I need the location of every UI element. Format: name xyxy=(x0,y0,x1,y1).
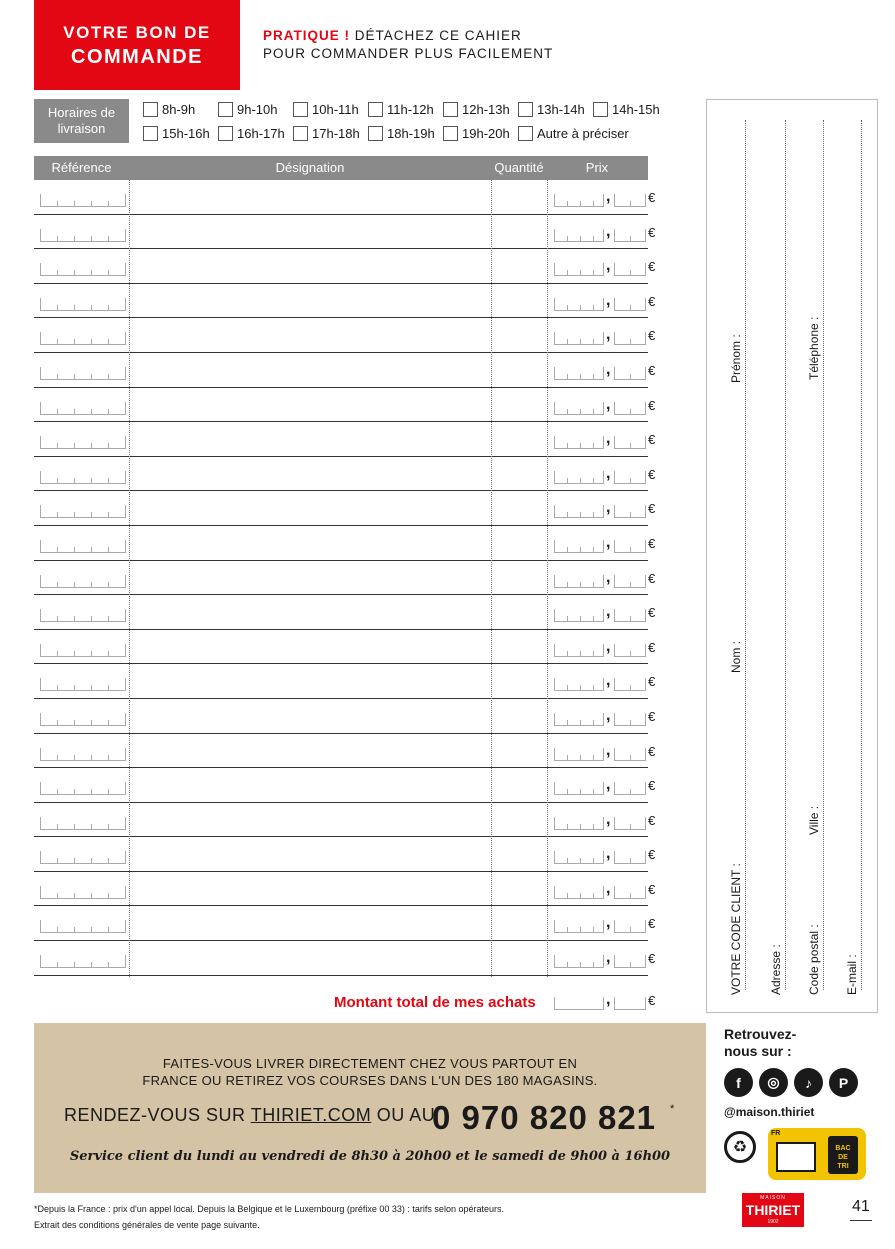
delivery-slot[interactable] xyxy=(443,125,518,141)
price-euros-field[interactable] xyxy=(554,194,604,207)
euro-sign: € xyxy=(648,570,656,586)
price-cents-field[interactable] xyxy=(614,194,646,207)
client-col-4 xyxy=(841,100,879,1014)
reference-field[interactable] xyxy=(40,575,126,588)
reference-field[interactable] xyxy=(40,748,126,761)
tagline-line-2: POUR COMMANDER PLUS FACILEMENT xyxy=(263,46,554,61)
telephone-label: Téléphone : xyxy=(807,316,821,380)
price-cents-field[interactable] xyxy=(614,436,646,449)
bac-label: BAC xyxy=(835,1145,851,1152)
price-euros-field[interactable] xyxy=(554,748,604,761)
social-block xyxy=(724,1026,874,1119)
social-handle[interactable]: @maison.thiriet xyxy=(724,1105,815,1119)
price-cents-field[interactable] xyxy=(614,367,646,380)
slot-label: 9h-10h xyxy=(237,101,278,117)
euro-sign: € xyxy=(648,951,656,967)
reference-field[interactable] xyxy=(40,644,126,657)
delivery-hours-grid xyxy=(143,101,668,141)
page-number: 41 xyxy=(852,1198,870,1215)
delivery-slot[interactable] xyxy=(143,101,218,117)
euro-sign: € xyxy=(648,847,656,863)
tagline-line-1: DÉTACHEZ CE CAHIER xyxy=(350,28,522,43)
tagline xyxy=(263,27,553,63)
promo-line-1: FAITES-VOUS LIVRER DIRECTEMENT CHEZ VOUS PARTOUT EN xyxy=(162,1056,578,1071)
price-euros-field[interactable] xyxy=(554,886,604,899)
delivery-slot[interactable] xyxy=(443,101,518,117)
col-designation: Désignation xyxy=(275,160,345,175)
reference-field[interactable] xyxy=(40,920,126,933)
price-euros-field[interactable] xyxy=(554,471,604,484)
euro-sign: € xyxy=(648,674,656,690)
reference-field[interactable] xyxy=(40,609,126,622)
price-comma: , xyxy=(606,430,611,448)
price-comma: , xyxy=(606,741,611,759)
total-label: Montant total de mes achats xyxy=(334,994,536,1011)
euro-sign: € xyxy=(648,190,656,205)
total-comma: , xyxy=(606,991,611,1008)
delivery-slot[interactable] xyxy=(293,125,368,141)
col-prix: Prix xyxy=(585,160,609,175)
social-title-1: Retrouvez- xyxy=(724,1026,797,1042)
price-euros-field[interactable] xyxy=(554,955,604,968)
euro-sign: € xyxy=(648,432,656,448)
price-cents-field[interactable] xyxy=(614,955,646,968)
tri-label: TRI xyxy=(837,1163,849,1170)
price-euros-field[interactable] xyxy=(554,678,604,691)
price-euros-field[interactable] xyxy=(554,367,604,380)
order-row xyxy=(34,353,656,388)
euro-sign: € xyxy=(648,293,656,309)
reference-field[interactable] xyxy=(40,540,126,553)
slot-label: 15h-16h xyxy=(162,125,210,141)
footnote-line-2: Extrait des conditions générales de vente page suivante. xyxy=(34,1220,260,1230)
reference-field[interactable] xyxy=(40,886,126,899)
brand-maison: MAISON xyxy=(760,1195,786,1201)
client-line-4[interactable] xyxy=(861,120,862,990)
total-euro-sign: € xyxy=(648,993,656,1008)
price-euros-field[interactable] xyxy=(554,436,604,449)
price-cents-field[interactable] xyxy=(614,644,646,657)
price-cents-field[interactable] xyxy=(614,609,646,622)
price-comma: , xyxy=(606,326,611,344)
brand-name: THIRIET xyxy=(745,1202,801,1218)
price-comma: , xyxy=(606,914,611,932)
column-divider xyxy=(491,180,492,977)
instagram-icon[interactable]: ◎ xyxy=(759,1068,788,1097)
order-row xyxy=(34,457,656,492)
price-cents-field[interactable] xyxy=(614,817,646,830)
reference-field[interactable] xyxy=(40,713,126,726)
price-comma: , xyxy=(606,949,611,967)
order-row xyxy=(34,664,656,699)
reference-field[interactable] xyxy=(40,263,126,276)
promo-line-2: FRANCE OU RETIREZ VOS COURSES DANS L'UN DES 180 MAGASINS. xyxy=(142,1073,598,1088)
price-comma: , xyxy=(606,603,611,621)
order-row xyxy=(34,595,656,630)
slot-label: 10h-11h xyxy=(312,101,359,117)
order-rows xyxy=(34,180,656,976)
delivery-slot[interactable] xyxy=(368,101,443,117)
code-postal-label: Code postal : xyxy=(807,924,821,995)
checkbox[interactable] xyxy=(218,102,233,117)
phone-footnote-mark: * xyxy=(670,1103,675,1115)
adresse-label: Adresse : xyxy=(769,944,783,995)
order-row xyxy=(34,388,656,423)
euro-sign: € xyxy=(648,743,656,759)
order-row xyxy=(34,180,656,215)
delivery-slot[interactable] xyxy=(518,101,593,117)
title-line-1: VOTRE BON DE xyxy=(63,23,211,42)
price-cents-field[interactable] xyxy=(614,332,646,345)
price-comma: , xyxy=(606,533,611,551)
pinterest-icon[interactable]: P xyxy=(829,1068,858,1097)
price-euros-field[interactable] xyxy=(554,609,604,622)
reference-field[interactable] xyxy=(40,678,126,691)
client-line-3[interactable] xyxy=(823,120,824,990)
delivery-slot[interactable] xyxy=(218,101,293,117)
client-line-2[interactable] xyxy=(785,120,786,990)
tagline-highlight: PRATIQUE ! xyxy=(263,28,350,43)
euro-sign: € xyxy=(648,259,656,275)
order-row xyxy=(34,284,656,319)
client-col-3 xyxy=(803,100,841,1014)
price-comma: , xyxy=(606,395,611,413)
checkbox[interactable] xyxy=(143,102,158,117)
col-quantite: Quantité xyxy=(494,160,544,175)
slot-label: 17h-18h xyxy=(312,125,360,141)
price-euros-field[interactable] xyxy=(554,263,604,276)
price-cents-field[interactable] xyxy=(614,782,646,795)
order-row xyxy=(34,941,656,976)
price-cents-field[interactable] xyxy=(614,402,646,415)
reference-field[interactable] xyxy=(40,194,126,207)
order-row xyxy=(34,630,656,665)
reference-field[interactable] xyxy=(40,851,126,864)
price-cents-field[interactable] xyxy=(614,678,646,691)
price-comma: , xyxy=(606,879,611,897)
euro-sign: € xyxy=(648,916,656,932)
ville-label: Ville : xyxy=(807,805,821,835)
euro-sign: € xyxy=(648,466,656,482)
euro-sign: € xyxy=(648,224,656,240)
reference-field[interactable] xyxy=(40,471,126,484)
slot-label: 11h-12h xyxy=(387,101,434,117)
rdv-suffix: OU AU xyxy=(371,1105,436,1125)
bin-icon xyxy=(828,1136,858,1174)
footnote-line-1: *Depuis la France : prix d'un appel local. Depuis la Belgique et le Luxembourg (préfixe 00 33) : tarifs selon opérateurs. xyxy=(34,1204,504,1214)
brand-logo xyxy=(742,1193,804,1227)
euro-sign: € xyxy=(648,397,656,413)
col-reference: Référence xyxy=(51,160,112,175)
checkbox[interactable] xyxy=(443,126,458,141)
price-comma: , xyxy=(606,188,611,205)
price-euros-field[interactable] xyxy=(554,713,604,726)
triman-logo xyxy=(768,1128,866,1180)
delivery-hours-label: Horaires de livraison xyxy=(34,99,129,143)
order-row xyxy=(34,318,656,353)
promo-text xyxy=(34,1055,706,1089)
price-comma: , xyxy=(606,845,611,863)
price-comma: , xyxy=(606,499,611,517)
price-cents-field[interactable] xyxy=(614,298,646,311)
checkbox[interactable] xyxy=(593,102,608,117)
reference-field[interactable] xyxy=(40,436,126,449)
facebook-icon[interactable]: f xyxy=(724,1068,753,1097)
order-row xyxy=(34,422,656,457)
checkbox[interactable] xyxy=(143,126,158,141)
recycle-icon: ♻ xyxy=(724,1131,756,1163)
euro-sign: € xyxy=(648,362,656,378)
checkbox[interactable] xyxy=(218,126,233,141)
column-divider xyxy=(129,180,130,977)
price-cents-field[interactable] xyxy=(614,886,646,899)
prenom-label: Prénom : xyxy=(729,334,743,383)
delivery-slot[interactable] xyxy=(368,125,443,141)
price-comma: , xyxy=(606,568,611,586)
paper-icon xyxy=(776,1142,816,1172)
slot-label: 19h-20h xyxy=(462,125,510,141)
reference-field[interactable] xyxy=(40,367,126,380)
brand-year: 1902 xyxy=(767,1219,779,1225)
euro-sign: € xyxy=(648,605,656,621)
slot-label: 13h-14h xyxy=(537,101,585,117)
checkbox[interactable] xyxy=(443,102,458,117)
reference-field[interactable] xyxy=(40,298,126,311)
order-row xyxy=(34,249,656,284)
order-row xyxy=(34,491,656,526)
reference-field[interactable] xyxy=(40,955,126,968)
triman-fr: FR xyxy=(771,1130,781,1137)
price-comma: , xyxy=(606,464,611,482)
price-comma: , xyxy=(606,672,611,690)
slot-label: 14h-15h xyxy=(612,101,660,117)
price-euros-field[interactable] xyxy=(554,505,604,518)
order-row xyxy=(34,768,656,803)
title-line-2: COMMANDE xyxy=(71,46,203,68)
price-cents-field[interactable] xyxy=(614,263,646,276)
price-comma: , xyxy=(606,637,611,655)
price-euros-field[interactable] xyxy=(554,575,604,588)
euro-sign: € xyxy=(648,639,656,655)
order-row xyxy=(34,734,656,769)
slot-label: Autre à préciser xyxy=(537,125,629,141)
price-comma: , xyxy=(606,776,611,794)
price-euros-field[interactable] xyxy=(554,540,604,553)
price-cents-field[interactable] xyxy=(614,920,646,933)
email-label: E-mail : xyxy=(845,954,859,995)
price-cents-field[interactable] xyxy=(614,851,646,864)
slot-label: 12h-13h xyxy=(462,101,510,117)
slot-label: 18h-19h xyxy=(387,125,435,141)
tiktok-icon[interactable]: ♪ xyxy=(794,1068,823,1097)
checkbox[interactable] xyxy=(293,102,308,117)
price-euros-field[interactable] xyxy=(554,851,604,864)
price-euros-field[interactable] xyxy=(554,332,604,345)
footnote xyxy=(34,1201,504,1233)
code-client-label: VOTRE CODE CLIENT : xyxy=(729,863,743,995)
total-euros-field[interactable] xyxy=(554,997,604,1010)
reference-field[interactable] xyxy=(40,817,126,830)
euro-sign: € xyxy=(648,328,656,344)
reference-field[interactable] xyxy=(40,782,126,795)
delivery-slot[interactable] xyxy=(518,125,668,141)
column-divider xyxy=(547,180,548,977)
reference-field[interactable] xyxy=(40,505,126,518)
client-col-1 xyxy=(725,100,763,1014)
price-cents-field[interactable] xyxy=(614,229,646,242)
order-row xyxy=(34,837,656,872)
price-cents-field[interactable] xyxy=(614,505,646,518)
price-comma: , xyxy=(606,291,611,309)
social-title-2: nous sur : xyxy=(724,1043,792,1059)
checkbox[interactable] xyxy=(518,102,533,117)
rdv-prefix: RENDEZ-VOUS SUR xyxy=(64,1105,251,1125)
phone-number[interactable]: 0 970 820 821 xyxy=(432,1099,657,1136)
service-hours: Service client du lundi au vendredi de 8h30 à 20h00 et le samedi de 9h00 à 16h00 xyxy=(69,1149,671,1164)
order-row xyxy=(34,215,656,250)
delivery-slot[interactable] xyxy=(593,101,668,117)
price-cents-field[interactable] xyxy=(614,540,646,553)
price-comma: , xyxy=(606,222,611,240)
price-euros-field[interactable] xyxy=(554,817,604,830)
price-comma: , xyxy=(606,257,611,275)
price-cents-field[interactable] xyxy=(614,471,646,484)
order-form-title xyxy=(34,0,240,90)
checkbox[interactable] xyxy=(518,126,533,141)
price-cents-field[interactable] xyxy=(614,713,646,726)
euro-sign: € xyxy=(648,535,656,551)
checkbox[interactable] xyxy=(293,126,308,141)
promo-banner xyxy=(34,1023,706,1193)
price-cents-field[interactable] xyxy=(614,575,646,588)
euro-sign: € xyxy=(648,778,656,794)
order-row xyxy=(34,906,656,941)
price-comma: , xyxy=(606,706,611,724)
reference-field[interactable] xyxy=(40,402,126,415)
order-row xyxy=(34,561,656,596)
price-euros-field[interactable] xyxy=(554,402,604,415)
order-row xyxy=(34,872,656,907)
price-comma: , xyxy=(606,810,611,828)
promo-contact xyxy=(64,1105,435,1126)
order-row xyxy=(34,803,656,838)
order-row xyxy=(34,526,656,561)
price-euros-field[interactable] xyxy=(554,298,604,311)
price-cents-field[interactable] xyxy=(614,748,646,761)
euro-sign: € xyxy=(648,501,656,517)
price-euros-field[interactable] xyxy=(554,920,604,933)
page-number-rule xyxy=(850,1220,872,1221)
website-link[interactable]: THIRIET.COM xyxy=(250,1105,372,1125)
client-col-2 xyxy=(765,100,803,1014)
reference-field[interactable] xyxy=(40,332,126,345)
nom-label: Nom : xyxy=(729,640,743,673)
client-line-1[interactable] xyxy=(745,120,746,990)
checkbox[interactable] xyxy=(368,126,383,141)
reference-field[interactable] xyxy=(40,229,126,242)
slot-label: 16h-17h xyxy=(237,125,285,141)
delivery-slot[interactable] xyxy=(293,101,368,117)
price-euros-field[interactable] xyxy=(554,644,604,657)
price-euros-field[interactable] xyxy=(554,782,604,795)
slot-label: 8h-9h xyxy=(162,101,196,117)
order-table-header xyxy=(34,156,648,180)
price-comma: , xyxy=(606,360,611,378)
euro-sign: € xyxy=(648,881,656,897)
euro-sign: € xyxy=(648,708,656,724)
total-cents-field[interactable] xyxy=(614,997,646,1010)
client-info-box xyxy=(706,99,878,1013)
social-icons xyxy=(724,1068,874,1097)
price-euros-field[interactable] xyxy=(554,229,604,242)
order-row xyxy=(34,699,656,734)
euro-sign: € xyxy=(648,812,656,828)
checkbox[interactable] xyxy=(368,102,383,117)
total-row xyxy=(334,993,654,1015)
de-label: DE xyxy=(838,1154,848,1161)
delivery-slot[interactable] xyxy=(143,125,218,141)
delivery-slot[interactable] xyxy=(218,125,293,141)
